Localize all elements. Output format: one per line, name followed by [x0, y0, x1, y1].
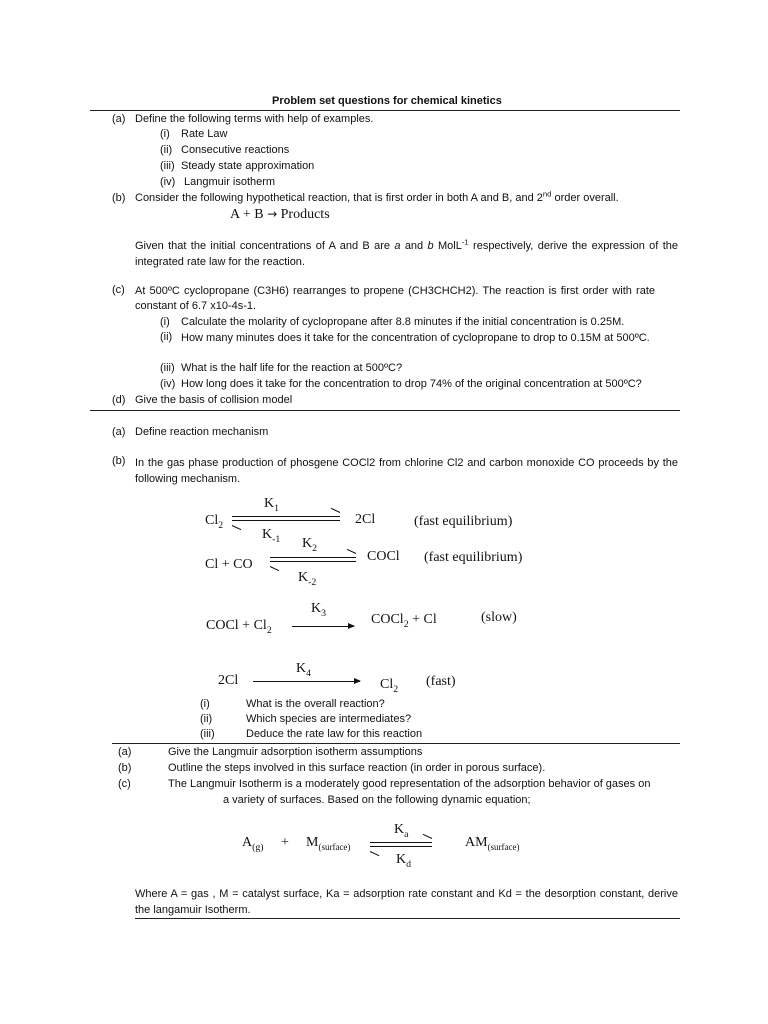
list-item: How many minutes does it take for the concentration of cyclopropane to drop to 0.15M at 500ºC. [181, 332, 650, 344]
question-label: (b) [118, 762, 132, 774]
question-label: (c) [118, 778, 131, 790]
list-item-num: (ii) [160, 144, 173, 156]
list-item: What is the overall reaction? [246, 698, 385, 710]
list-item: Rate Law [181, 128, 228, 140]
list-item: Steady state approximation [181, 160, 315, 172]
reactant: $M_{(surface)}$ [306, 835, 351, 852]
product: $AM_{(surface)}$ [465, 835, 520, 852]
list-item: How long does it take for the concentration to drop 74% of the original concentration at 500ºC? [181, 378, 642, 390]
list-item-num: (iv) [160, 378, 176, 390]
question-label: (a) [112, 426, 126, 438]
reactant: 2Cl [218, 673, 239, 688]
reaction-note: (fast equilibrium) [414, 514, 513, 529]
product: 2Cl [355, 512, 376, 527]
list-item-num: (i) [160, 316, 170, 328]
list-item-num: (iv) [160, 176, 176, 188]
question-label: (a) [118, 746, 132, 758]
rate-constant: $K_a$ [394, 822, 409, 840]
question-text: Give the Langmuir adsorption isotherm assumptions [168, 746, 423, 758]
product: $Cl_2$ [380, 677, 399, 695]
rate-constant: $K_d$ [396, 852, 412, 870]
reactant: Cl + CO [205, 557, 253, 572]
reactant: $A_{(g)}$ [242, 835, 264, 853]
question-text: Consider the following hypothetical reaction, that is first order in both A and B, and 2nd order overall. [135, 189, 619, 204]
question-text: The Langmuir Isotherm is a moderately good representation of the adsorption behavior of gases on [168, 778, 651, 790]
question-label: (c) [112, 284, 125, 296]
reaction-note: (slow) [481, 610, 517, 625]
list-item: Langmuir isotherm [184, 176, 276, 188]
list-item-num: (iii) [200, 728, 215, 740]
page-title: Problem set questions for chemical kinetics [272, 95, 502, 107]
forward-arrow [253, 681, 360, 682]
reactant: COCl + $Cl_2$ [206, 618, 272, 636]
list-item: What is the half life for the reaction at 500ºC? [181, 362, 403, 374]
reverse-arrow [370, 846, 432, 847]
rate-constant: $K_{-1}$ [262, 527, 281, 545]
question-text: Outline the steps involved in this surface reaction (in order in porous surface). [168, 762, 546, 774]
list-item: Deduce the rate law for this reaction [246, 728, 423, 740]
product: COCl [367, 549, 400, 564]
question-label: (b) [112, 455, 126, 467]
divider [112, 743, 680, 744]
forward-arrow [370, 842, 432, 843]
question-text: Given that the initial concentrations of A and B are a and b MolL$^{-1}$ respectively, derive the expression of the integrated rate law for the reaction. [135, 237, 678, 268]
divider [135, 918, 680, 919]
forward-arrow [292, 626, 354, 627]
question-text: At 500ºC cyclopropane (C3H6) rearranges to propene (CH3CHCH2). The reaction is first order with rate constant of 6.7 x10-4s-1. [135, 285, 655, 312]
forward-arrow [270, 557, 356, 558]
question-label: (a) [112, 113, 126, 125]
rate-constant: $K_1$ [264, 496, 280, 514]
list-item-num: (ii) [160, 331, 173, 343]
question-text: Define reaction mechanism [135, 426, 269, 438]
rate-constant: $K_2$ [302, 536, 318, 554]
list-item: Which species are intermediates? [246, 713, 412, 725]
reaction-equation: A + B → Products [230, 207, 330, 222]
rate-constant: $K_3$ [311, 601, 327, 619]
list-item-num: (i) [200, 698, 210, 710]
list-item-num: (iii) [160, 160, 175, 172]
divider [90, 410, 680, 411]
reactant: $Cl_2$ [205, 513, 224, 531]
question-text: Give the basis of collision model [135, 394, 293, 406]
question-label: (b) [112, 192, 126, 204]
list-item-num: (ii) [200, 713, 213, 725]
reaction-note: (fast equilibrium) [424, 550, 523, 565]
list-item: Consecutive reactions [181, 144, 290, 156]
list-item-num: (i) [160, 128, 170, 140]
question-label: (d) [112, 394, 126, 406]
forward-arrow [232, 516, 340, 517]
question-text: In the gas phase production of phosgene COCl2 from chlorine Cl2 and carbon monoxide CO proceeds by the following mechanism. [135, 457, 678, 485]
question-text: Where A = gas , M = catalyst surface, Ka = adsorption rate constant and Kd = the desorption constant, derive the langamuir Isotherm. [135, 888, 678, 916]
divider [90, 110, 680, 111]
question-text: Define the following terms with help of examples. [135, 113, 374, 125]
reverse-arrow [232, 520, 340, 521]
list-item-num: (iii) [160, 362, 175, 374]
rate-constant: $K_{-2}$ [298, 570, 317, 588]
plus-sign: + [281, 835, 289, 850]
question-text: a variety of surfaces. Based on the following dynamic equation; [223, 794, 531, 806]
reverse-arrow [270, 561, 356, 562]
product: COCl$_2$ + Cl [371, 612, 437, 630]
rate-constant: $K_4$ [296, 661, 312, 679]
reaction-note: (fast) [426, 674, 456, 689]
list-item: Calculate the molarity of cyclopropane after 8.8 minutes if the initial concentration is 0.25M. [181, 316, 625, 328]
